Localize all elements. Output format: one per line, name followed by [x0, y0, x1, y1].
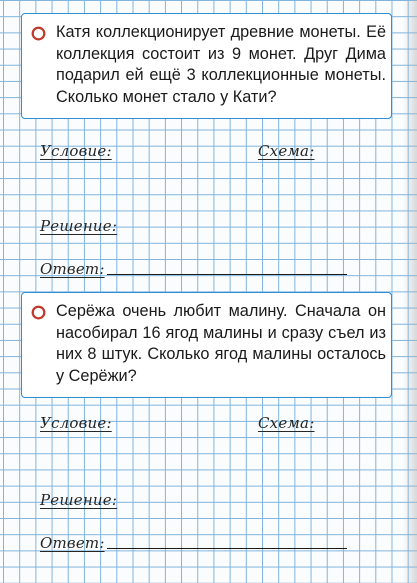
- task-1-answer-label: Ответ:: [40, 260, 105, 278]
- task-1-text: Катя коллекционирует древние монеты. Её коллекция состоит из 9 монет. Друг Дима подарил ей ещё 3 коллекционные монеты. Сколько монет стало у Кати?: [56, 23, 386, 106]
- task-2-solution-label: Решение:: [40, 491, 118, 509]
- task-box-1: [21, 13, 392, 119]
- task-2-condition-label: Условие:: [40, 414, 112, 432]
- task-1-condition-label: Условие:: [40, 142, 112, 160]
- task-1-solution-label: Решение:: [40, 217, 118, 235]
- task-2-text: Серёжа очень любит малину. Сначала он насобирал 16 ягод малины и сразу съел из них 8 штук. Сколько ягод малины осталось у Серёжи?: [56, 302, 386, 385]
- circle-outline-icon: [31, 26, 46, 41]
- circle-outline-icon: [31, 305, 46, 320]
- task-box-2: [21, 292, 392, 398]
- task-2-answer-line[interactable]: [107, 548, 347, 549]
- page-edge-shadow: [403, 0, 417, 583]
- task-1-scheme-label: Схема:: [258, 142, 315, 160]
- task-2-scheme-label: Схема:: [258, 414, 315, 432]
- task-1-answer-line[interactable]: [107, 274, 347, 275]
- task-2-answer-label: Ответ:: [40, 534, 105, 552]
